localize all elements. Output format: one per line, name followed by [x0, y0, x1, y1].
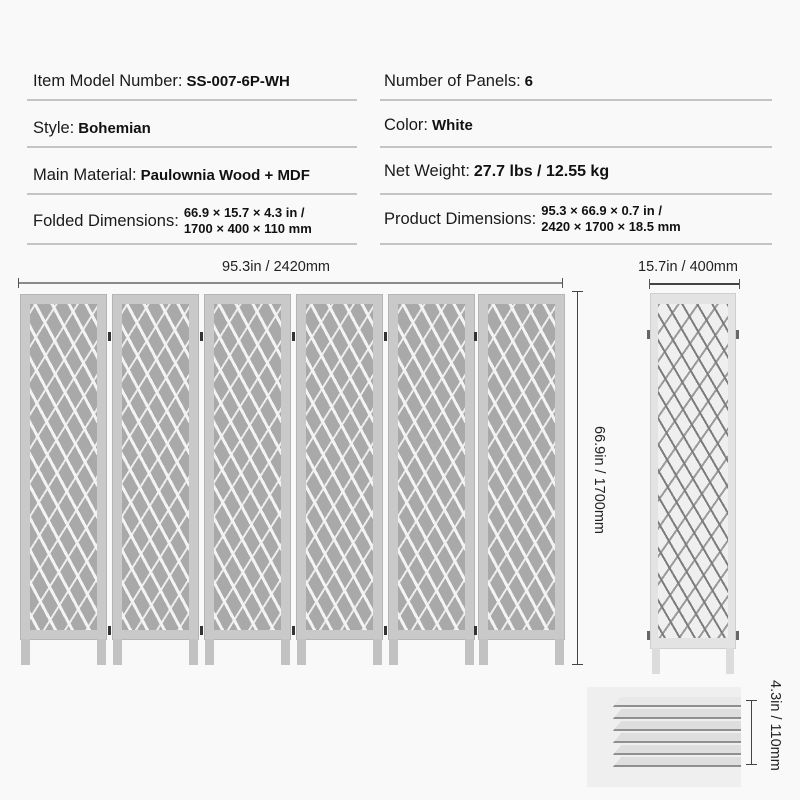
spec-value: 27.7 lbs / 12.55 kg — [473, 162, 610, 180]
height-dimension-line — [577, 291, 578, 665]
divider — [380, 243, 772, 245]
divider — [27, 243, 357, 245]
divider — [380, 99, 772, 101]
spec-net-weight — [384, 162, 609, 181]
spec-value: Bohemian — [78, 120, 151, 137]
spec-label: Main Material: — [33, 166, 137, 184]
leaf-cutout-pattern — [30, 304, 97, 630]
spec-value: Paulownia Wood + MDF — [140, 167, 310, 184]
spec-value: White — [432, 117, 473, 134]
single-panel-view — [650, 293, 736, 675]
leaf-cutout-pattern — [658, 304, 728, 638]
width-dimension-line — [18, 282, 563, 284]
divider — [27, 193, 357, 195]
spec-value: 95.3 × 66.9 × 0.7 in / 2420 × 1700 × 18.5 mm — [541, 203, 681, 234]
width-dimension-label: 95.3in / 2420mm — [222, 259, 331, 275]
spec-product-dimensions — [384, 203, 681, 235]
spec-main-material — [33, 166, 310, 185]
screen-panel — [20, 294, 107, 666]
spec-color — [384, 116, 473, 135]
spec-item-model-number — [33, 72, 290, 91]
divider — [27, 146, 357, 148]
hinge-icon — [292, 332, 295, 341]
side-width-dimension-line — [649, 283, 740, 285]
screen-panel — [296, 294, 383, 666]
spec-label: Product Dimensions: — [384, 209, 537, 228]
height-dimension-label: 66.9in / 1700mm — [591, 426, 607, 535]
spec-value: 6 — [524, 73, 533, 90]
leaf-cutout-pattern — [306, 304, 373, 630]
spec-label: Style: — [33, 119, 75, 137]
spec-label: Color: — [384, 116, 429, 134]
hinge-icon — [292, 626, 295, 635]
hinge-icon — [474, 332, 477, 341]
screen-panel — [388, 294, 475, 666]
hinge-icon — [384, 332, 387, 341]
hinge-icon — [200, 626, 203, 635]
folded-thickness-label: 4.3in / 110mm — [767, 680, 783, 771]
folded-thickness-dimension-line — [751, 700, 752, 765]
divider — [380, 193, 772, 195]
folded-stack-photo — [587, 687, 741, 787]
spec-label: Number of Panels: — [384, 72, 521, 90]
hinge-icon — [200, 332, 203, 341]
divider — [380, 146, 772, 148]
leaf-cutout-pattern — [214, 304, 281, 630]
spec-number-of-panels — [384, 72, 533, 91]
divider — [27, 99, 357, 101]
side-width-dimension-label: 15.7in / 400mm — [638, 259, 738, 275]
spec-value: SS-007-6P-WH — [186, 73, 290, 90]
spec-label: Folded Dimensions: — [33, 211, 179, 230]
leaf-cutout-pattern — [488, 304, 555, 630]
hinge-icon — [474, 626, 477, 635]
screen-panel — [478, 294, 565, 666]
screen-panel — [112, 294, 199, 666]
spec-folded-dimensions — [33, 205, 312, 237]
leaf-cutout-pattern — [122, 304, 189, 630]
spec-label: Item Model Number: — [33, 72, 183, 90]
hinge-icon — [108, 626, 111, 635]
spec-value: 66.9 × 15.7 × 4.3 in / 1700 × 400 × 110 mm — [183, 205, 312, 236]
hinge-icon — [108, 332, 111, 341]
spec-style — [33, 119, 151, 138]
leaf-cutout-pattern — [398, 304, 465, 630]
spec-label: Net Weight: — [384, 162, 470, 180]
screen-panel — [204, 294, 291, 666]
hinge-icon — [384, 626, 387, 635]
